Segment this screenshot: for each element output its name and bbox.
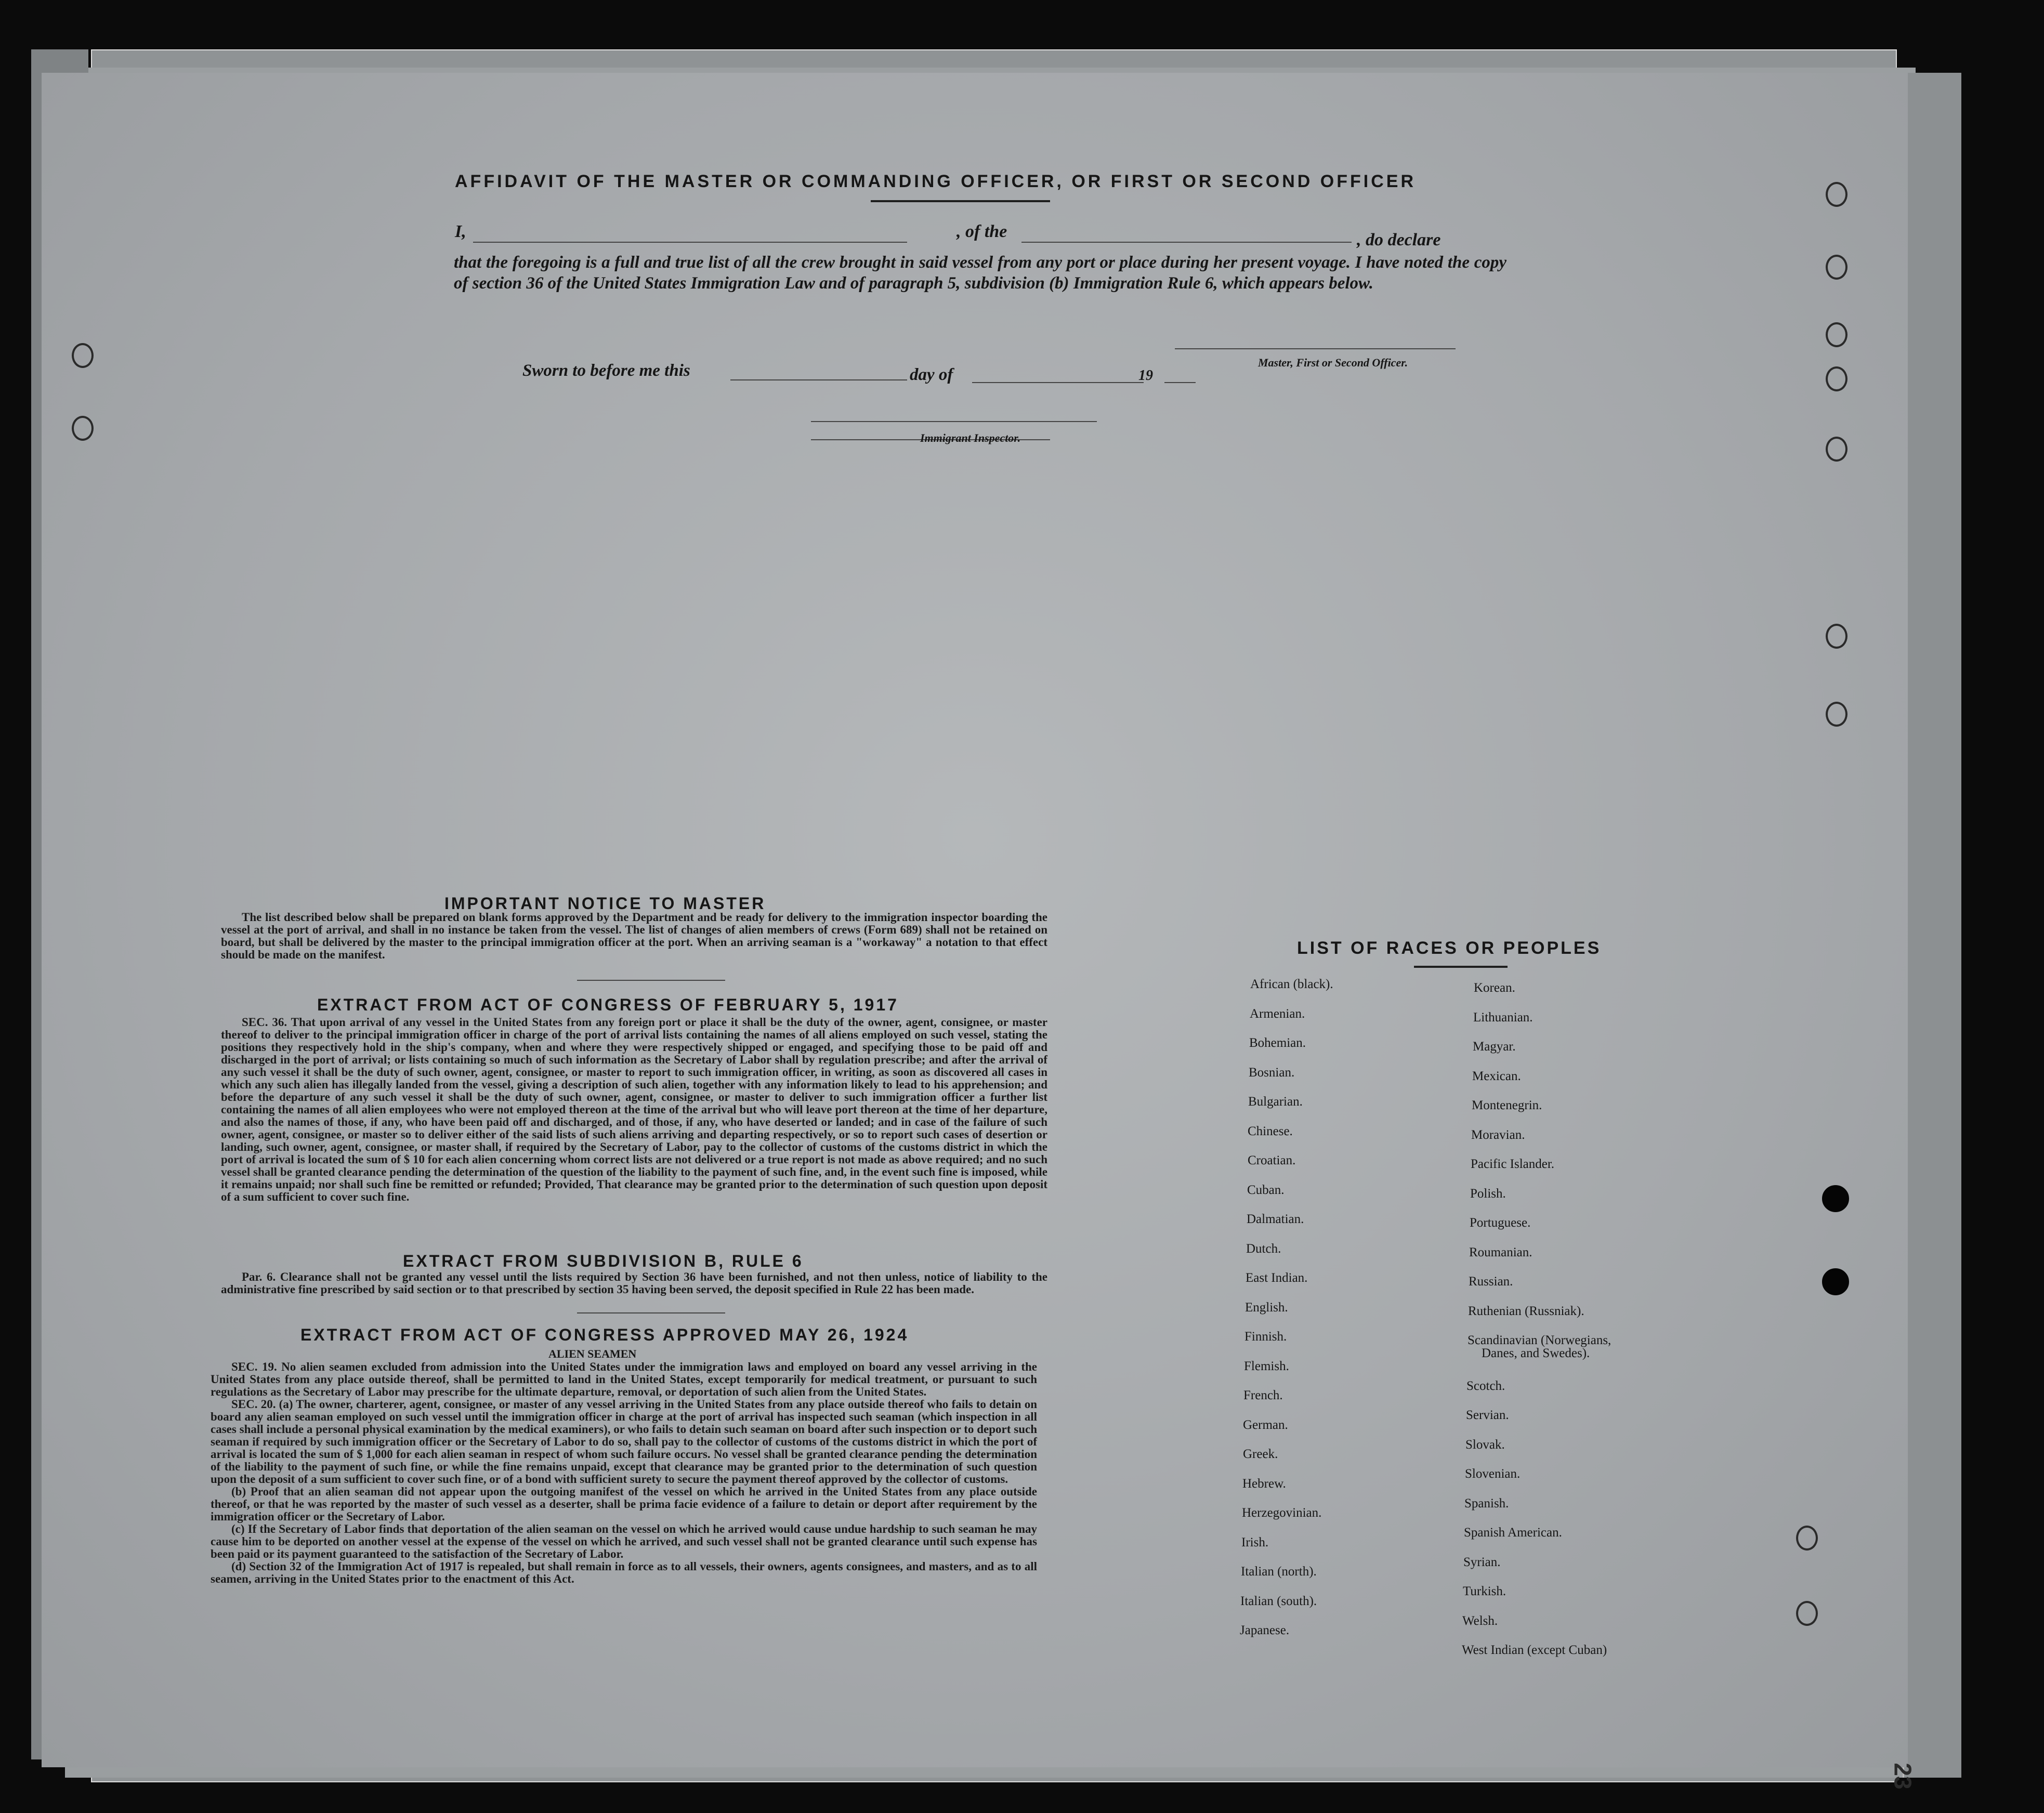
race-item: East Indian. [1246, 1271, 1308, 1285]
race-item: Pacific Islander. [1471, 1157, 1555, 1171]
race-item: Slovak. [1465, 1438, 1505, 1452]
day-of-text: day of [910, 365, 953, 384]
extract3-section-19: SEC. 19. No alien seamen excluded from admission into the United States under the immigration laws and employed on board any vessel arriving in the United States from any place outside thereof, shall be permitted to land in the United States, except temporarily for medical treatment, or pursuant to such regulations as the Secretary of Labor may prescribe for the ultimate departure, removal, or deportation of such alien from the United States. [211, 1360, 1037, 1398]
race-item: Turkish. [1463, 1584, 1506, 1598]
sworn-day-line [730, 379, 907, 380]
race-item: Bohemian. [1249, 1036, 1306, 1050]
race-item: English. [1245, 1300, 1288, 1315]
notice-paragraph: The list described below shall be prepared on blank forms approved by the Department and be ready for delivery to the immigration inspector boarding the vessel at the port of arrival, and shall in no instance be taken from the vessel. The list of changes of alien members of crews (Form 689) shall not be retained on board, but shall be delivered by the master to the principal immigration officer at the port. When an arriving seaman is a "workaway" a notation to that effect should be made on the manifest. [221, 911, 1047, 961]
affidavit-i: I, [455, 222, 466, 241]
page-number: 23 [1889, 1763, 1917, 1790]
race-item: Roumanian. [1469, 1245, 1532, 1259]
race-item: Spanish. [1464, 1496, 1509, 1510]
race-item: Russian. [1469, 1275, 1513, 1289]
punch-hole-icon [1826, 182, 1848, 207]
punch-hole-filled-icon [1822, 1185, 1849, 1212]
race-item: German. [1243, 1418, 1288, 1432]
affidavit-title: AFFIDAVIT OF THE MASTER OR COMMANDING OFFICER, OR FIRST OR SECOND OFFICER [455, 172, 1416, 191]
notice-title: IMPORTANT NOTICE TO MASTER [444, 894, 766, 913]
extract3-section-20d: (d) Section 32 of the Immigration Act of 1917 is repealed, but shall remain in force as to all vessels, their owners, agents consignees, and masters, and as to all seamen, arriving in the United States prior to the enactment of this Act. [211, 1560, 1037, 1585]
extract2-title: EXTRACT FROM SUBDIVISION B, RULE 6 [403, 1252, 804, 1270]
race-item: Finnish. [1244, 1330, 1287, 1344]
extract3-section-20a: SEC. 20. (a) The owner, charterer, agent, consignee, or master of any vessel arriving in the United States from any place outside thereof who fails to detain on board any alien seaman employed on such vessel until the immigration officer in charge at the port of arrival has inspected such seaman (which inspection in all cases shall include a personal physical examination by the medical examiners), or who fails to detain such seaman on board after such inspection or to deport such seaman if required by such immigration officer or the Secretary of Labor to do so, shall pay to the collector of customs of the customs district in which the port of arrival is located the sum of $ 1,000 for each alien seaman in respect of whom such failure occurs. No vessel shall be granted clearance pending the determination of the liability to the payment of such fine, or while the fine remains unpaid, except that clearance may be granted prior to the determination of such question upon the deposit of a sum sufficient to cover such fine, or of a bond with sufficient surety to secure the payment thereof approved by the collector of customs. [211, 1398, 1037, 1486]
race-item: Moravian. [1471, 1128, 1525, 1142]
extract3-title: EXTRACT FROM ACT OF CONGRESS APPROVED MAY 26, 1924 [300, 1325, 909, 1344]
year-prefix: 19 [1138, 367, 1153, 384]
affidavit-declare: , do declare [1357, 230, 1441, 249]
punch-hole-filled-icon [1822, 1268, 1849, 1295]
inspector-signature-label: Immigrant Inspector. [920, 431, 1021, 444]
punch-hole-icon [1826, 366, 1848, 391]
race-item: Bulgarian. [1248, 1095, 1303, 1109]
race-item: Flemish. [1244, 1359, 1289, 1373]
race-item: Italian (north). [1241, 1565, 1317, 1579]
extract3-subtitle: ALIEN SEAMEN [548, 1347, 637, 1360]
punch-hole-icon [1826, 437, 1848, 462]
right-edge-strip [1903, 73, 1961, 1778]
race-item: Japanese. [1240, 1623, 1290, 1637]
master-signature-label: Master, First or Second Officer. [1258, 356, 1408, 369]
race-item: Servian. [1466, 1408, 1509, 1422]
extract1-paragraph: SEC. 36. That upon arrival of any vessel in the United States from any foreign port or place it shall be the duty of the owner, agent, consignee, or master thereof to deliver to the principal immigration officer in charge of the port of arrival lists containing the names of all aliens employed on such vessel, stating the positions they respectively hold in the ship's company, when and where they were respectively shipped or engaged, and specifying those to be paid off and discharged in the port of arrival; or lists containing so much of such information as the Secretary of Labor shall by regulation prescribe; and after the arrival of any such vessel it shall be the duty of such owner, agent, consignee, or master to report to such immigration officer, in writing, as soon as discovered all cases in which any such alien has illegally landed from the vessel, giving a description of such alien, together with any information likely to lead to his apprehension; and before the departure of any such vessel it shall be the duty of such owner, agent, consignee, or master to deliver to such immigration officer a further list containing the names of all alien employees who were not employed thereon at the time of the arrival but who will leave port thereon at the time of her departure, and also the names of those, if any, who have been paid off and discharged, and of those, if any, who have deserted or landed; and in case of the failure of such owner, agent, consignee, or master so to deliver either of the said lists of such aliens arriving and departing respectively, or so to report such cases of desertion or landing, such owner, agent, consignee, or master shall, if required by the Secretary of Labor, pay to the collector of customs of the customs district in which the port of arrival is located the sum of $ 10 for each alien concerning whom correct lists are not delivered or a true report is not made as above required; and no such vessel shall be granted clearance pending the determination of the question of the liability to the payment of such fine, and, in the event such fine is imposed, while it remains unpaid; nor shall such fine be remitted or refunded; Provided, That clearance may be granted prior to the determination of such question upon deposit of a sum sufficient to cover such fine. [221, 1016, 1047, 1203]
race-item: Slovenian. [1465, 1467, 1521, 1481]
affidavit-body: that the foregoing is a full and true list of all the crew brought in said vessel from any port or place during her present voyage. I have noted the copy of section 36 of the United States Immigration Law and of paragraph 5, subdivision (b) Immigration Rule 6, which appears below. [454, 253, 1506, 293]
extract3-section-20b: (b) Proof that an alien seaman did not appear upon the outgoing manifest of the vessel on which he arrived in the United States from any place outside thereof, or that he was reported by the master of such vessel as a deserter, shall be prima facie evidence of a failure to detain or deport after requirement by the immigration officer or the Secretary of Labor. [211, 1485, 1037, 1523]
race-item: Polish. [1470, 1187, 1506, 1201]
races-title-underline [1414, 966, 1508, 968]
manifest-back-page [42, 73, 1917, 1790]
name-blank-line [473, 242, 907, 243]
punch-hole-icon [1826, 255, 1848, 280]
race-item: French. [1243, 1388, 1283, 1402]
race-item: Chinese. [1248, 1124, 1293, 1138]
races-title: LIST OF RACES OR PEOPLES [1297, 938, 1602, 958]
inspector-signature-line [811, 421, 1097, 422]
punch-hole-icon [72, 343, 94, 368]
month-blank-line [972, 382, 1144, 383]
master-signature-line [1175, 348, 1456, 349]
race-item: Bosnian. [1249, 1066, 1295, 1080]
race-item: Syrian. [1463, 1555, 1501, 1569]
punch-hole-icon [1796, 1526, 1818, 1551]
separator-rule [577, 980, 725, 981]
race-item: Hebrew. [1242, 1477, 1286, 1491]
extract2-text [221, 1271, 1047, 1296]
notice-text [221, 911, 1047, 961]
extract1-title: EXTRACT FROM ACT OF CONGRESS OF FEBRUARY 5, 1917 [317, 995, 899, 1014]
race-item: Welsh. [1462, 1614, 1498, 1628]
race-item: Ruthenian (Russniak). [1468, 1304, 1584, 1318]
race-item: Herzegovinian. [1242, 1506, 1322, 1520]
extract1-text [221, 1016, 1047, 1203]
race-item: Irish. [1241, 1535, 1269, 1549]
race-item: Portuguese. [1470, 1216, 1531, 1230]
race-item: Scotch. [1466, 1379, 1505, 1393]
race-item: Korean. [1474, 981, 1515, 995]
sworn-text: Sworn to before me this [522, 361, 690, 380]
race-item: African (black). [1250, 977, 1333, 991]
separator-rule [577, 1312, 725, 1313]
year-blank-line [1164, 382, 1196, 383]
affidavit-of-the: , of the [957, 222, 1007, 241]
vessel-blank-line [1021, 242, 1352, 243]
race-item: Armenian. [1250, 1007, 1305, 1021]
race-item: Mexican. [1472, 1069, 1521, 1083]
race-item: Dutch. [1246, 1242, 1281, 1256]
punch-hole-icon [72, 416, 94, 441]
race-item: Italian (south). [1240, 1594, 1317, 1608]
race-item: Montenegrin. [1472, 1098, 1542, 1112]
race-item: Cuban. [1247, 1183, 1285, 1197]
race-item: Danes, and Swedes). [1482, 1346, 1590, 1360]
punch-hole-icon [1796, 1601, 1818, 1626]
punch-hole-icon [1826, 322, 1848, 347]
race-item: Magyar. [1473, 1040, 1516, 1054]
extract3-section-20c: (c) If the Secretary of Labor finds that deportation of the alien seaman on the vessel on which he arrived would cause undue hardship to such seaman he may cause him to be deported on another vessel at the expense of the vessel on which he arrived, and such vessel shall not be granted clearance until such expense has been paid or its payment guaranteed to the satisfaction of the Secretary of Labor. [211, 1522, 1037, 1560]
punch-hole-icon [1826, 624, 1848, 649]
punch-hole-icon [1826, 702, 1848, 727]
extract3-text [211, 1361, 1037, 1585]
race-item: Scandinavian (Norwegians, [1468, 1333, 1611, 1347]
race-item: Spanish American. [1464, 1526, 1562, 1540]
extract2-paragraph: Par. 6. Clearance shall not be granted any vessel until the lists required by Section 36 have been furnished, and not then unless, notice of liability to the administrative fine prescribed by said section or to that prescribed by section 35 having been served, the deposit specified in Rule 22 has been made. [221, 1270, 1047, 1296]
race-item: Croatian. [1248, 1153, 1296, 1167]
race-item: Lithuanian. [1473, 1010, 1533, 1024]
race-item: West Indian (except Cuban) [1462, 1643, 1607, 1657]
race-item: Greek. [1243, 1447, 1278, 1461]
race-item: Dalmatian. [1247, 1212, 1304, 1226]
title-underline [871, 200, 1050, 202]
